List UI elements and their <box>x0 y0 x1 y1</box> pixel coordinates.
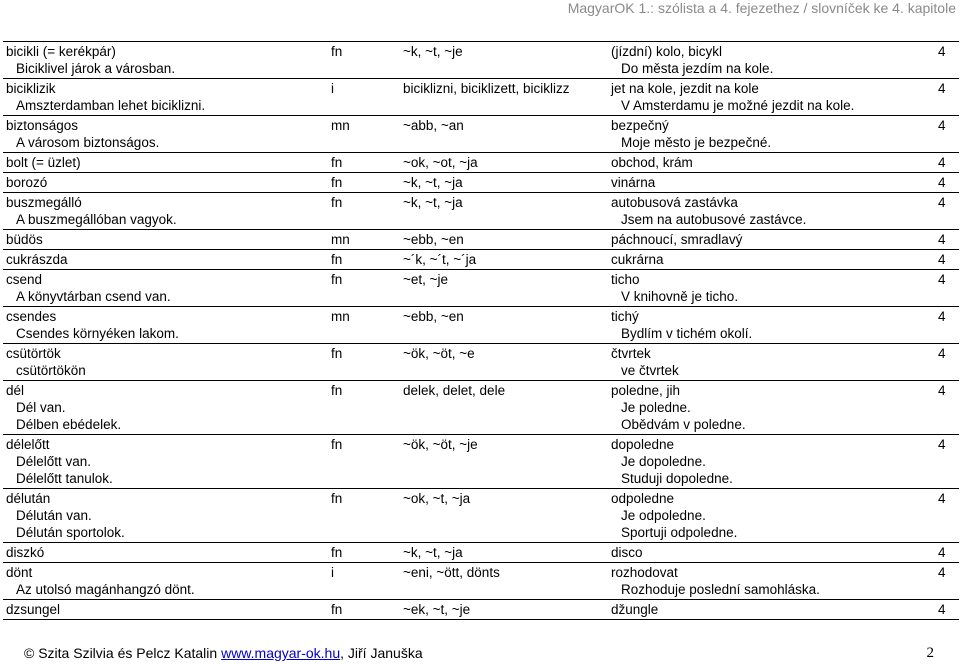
cell-word <box>3 381 328 435</box>
cell-word <box>3 600 328 620</box>
cell-forms: ~ök, ~öt, ~e <box>400 344 608 381</box>
headword: délután <box>6 491 51 506</box>
cell-part-of-speech: fn <box>328 600 400 620</box>
cell-chapter: 4 <box>935 42 959 79</box>
translated-example: Studuji dopoledne. <box>621 471 733 486</box>
cell-forms: ~k, ~t, ~ja <box>400 193 608 230</box>
cell-forms: ~ök, ~öt, ~je <box>400 435 608 489</box>
cell-forms: delek, delet, dele <box>400 381 608 435</box>
headword: csendes <box>6 309 57 324</box>
cell-word <box>3 173 328 193</box>
cell-word <box>3 563 328 600</box>
page-number: 2 <box>926 645 934 661</box>
cell-part-of-speech: fn <box>328 381 400 435</box>
cell-part-of-speech: fn <box>328 344 400 381</box>
translation: čtvrtek <box>611 346 651 361</box>
headword: biciklizik <box>6 81 56 96</box>
example-sentence: csütörtökön <box>16 363 86 378</box>
translated-example: Obědvám v poledne. <box>621 417 746 432</box>
cell-part-of-speech: fn <box>328 435 400 489</box>
footer-coauthor: Jiří Januška <box>347 645 423 661</box>
example-sentence: Csendes környéken lakom. <box>16 326 179 341</box>
translated-example: Je dopoledne. <box>621 454 706 469</box>
table-row <box>3 600 959 620</box>
table-row <box>3 153 959 173</box>
translation: poledne, jih <box>611 383 681 398</box>
cell-forms: ~k, ~t, ~je <box>400 42 608 79</box>
cell-word <box>3 250 328 270</box>
cell-translation <box>608 270 935 307</box>
cell-word <box>3 153 328 173</box>
cell-word <box>3 543 328 563</box>
cell-part-of-speech: i <box>328 79 400 116</box>
cell-translation <box>608 79 935 116</box>
cell-translation <box>608 543 935 563</box>
example-sentence: Amszterdamban lehet biciklizni. <box>16 98 206 113</box>
headword: büdös <box>6 232 43 247</box>
cell-word <box>3 79 328 116</box>
footer-separator: , <box>340 645 345 661</box>
cell-word <box>3 344 328 381</box>
table-row <box>3 563 959 600</box>
headword: dönt <box>6 565 33 580</box>
cell-part-of-speech: fn <box>328 543 400 563</box>
example-sentence: Biciklivel járok a városban. <box>16 61 176 76</box>
translation: disco <box>611 545 643 560</box>
table-row <box>3 230 959 250</box>
cell-translation <box>608 250 935 270</box>
translation: obchod, krám <box>611 155 693 170</box>
cell-translation <box>608 381 935 435</box>
cell-chapter: 4 <box>935 435 959 489</box>
translated-example: V knihovně je ticho. <box>621 289 739 304</box>
table-row <box>3 173 959 193</box>
translation: odpoledne <box>611 491 675 506</box>
translated-example: Jsem na autobusové zastávce. <box>621 212 807 227</box>
translated-example: Je poledne. <box>621 400 691 415</box>
cell-translation <box>608 600 935 620</box>
table-row <box>3 307 959 344</box>
cell-word <box>3 193 328 230</box>
cell-forms: ~et, ~je <box>400 270 608 307</box>
table-row <box>3 489 959 543</box>
cell-forms: ~ok, ~ot, ~ja <box>400 153 608 173</box>
cell-part-of-speech: mn <box>328 116 400 153</box>
headword: délelőtt <box>6 437 50 452</box>
translation: cukrárna <box>611 252 664 267</box>
cell-part-of-speech: mn <box>328 230 400 250</box>
headword: borozó <box>6 175 48 190</box>
cell-forms: ~eni, ~ött, dönts <box>400 563 608 600</box>
footer-authors: Szita Szilvia és Pelcz Katalin <box>38 645 218 661</box>
cell-forms: ~ok, ~t, ~ja <box>400 489 608 543</box>
translated-example: Je odpoledne. <box>621 508 706 523</box>
cell-forms: biciklizni, biciklizett, biciklizz <box>400 79 608 116</box>
cell-word <box>3 435 328 489</box>
cell-chapter: 4 <box>935 270 959 307</box>
table-row <box>3 79 959 116</box>
translation: páchnoucí, smradlavý <box>611 232 743 247</box>
table-row <box>3 250 959 270</box>
cell-part-of-speech: fn <box>328 42 400 79</box>
example-sentence: Az utolsó magánhangzó dönt. <box>16 582 195 597</box>
cell-forms: ~ebb, ~en <box>400 307 608 344</box>
cell-part-of-speech: i <box>328 563 400 600</box>
cell-part-of-speech: fn <box>328 153 400 173</box>
cell-forms: ~ebb, ~en <box>400 230 608 250</box>
cell-word <box>3 42 328 79</box>
cell-translation <box>608 153 935 173</box>
headword: bicikli (= kerékpár) <box>6 44 116 59</box>
cell-translation <box>608 489 935 543</box>
cell-part-of-speech: fn <box>328 193 400 230</box>
translated-example: Do města jezdím na kole. <box>621 61 774 76</box>
translation: jet na kole, jezdit na kole <box>611 81 759 96</box>
cell-forms: ~abb, ~an <box>400 116 608 153</box>
headword: dél <box>6 383 25 398</box>
copyright-icon: © <box>24 645 35 661</box>
cell-forms: ~k, ~t, ~ja <box>400 543 608 563</box>
cell-translation <box>608 230 935 250</box>
translated-example: V Amsterdamu je možné jezdit na kole. <box>621 98 855 113</box>
translation: vinárna <box>611 175 656 190</box>
footer-site-link[interactable]: www.magyar-ok.hu <box>221 645 341 661</box>
cell-chapter: 4 <box>935 381 959 435</box>
table-row <box>3 116 959 153</box>
cell-chapter: 4 <box>935 173 959 193</box>
example-sentence: Délelőtt van. <box>16 454 92 469</box>
translation: (jízdní) kolo, bicykl <box>611 44 723 59</box>
cell-translation <box>608 42 935 79</box>
cell-chapter: 4 <box>935 193 959 230</box>
cell-part-of-speech: mn <box>328 307 400 344</box>
headword: buszmegálló <box>6 195 82 210</box>
cell-chapter: 4 <box>935 250 959 270</box>
translated-example: Rozhoduje poslední samohláska. <box>621 582 820 597</box>
vocabulary-table <box>3 41 959 620</box>
cell-word <box>3 307 328 344</box>
cell-word <box>3 489 328 543</box>
table-row <box>3 193 959 230</box>
cell-word <box>3 270 328 307</box>
cell-translation <box>608 116 935 153</box>
table-row <box>3 543 959 563</box>
translated-example: Moje město je bezpečné. <box>621 135 772 150</box>
translation: rozhodovat <box>611 565 678 580</box>
translation: autobusová zastávka <box>611 195 738 210</box>
cell-translation <box>608 173 935 193</box>
translation: tichý <box>611 309 639 324</box>
table-row <box>3 270 959 307</box>
translation: dopoledne <box>611 437 675 452</box>
cell-chapter: 4 <box>935 79 959 116</box>
cell-part-of-speech: fn <box>328 270 400 307</box>
table-row <box>3 344 959 381</box>
cell-chapter: 4 <box>935 489 959 543</box>
cell-word <box>3 230 328 250</box>
cell-chapter: 4 <box>935 153 959 173</box>
cell-part-of-speech: fn <box>328 489 400 543</box>
cell-translation <box>608 563 935 600</box>
headword: diszkó <box>6 545 45 560</box>
example-sentence: A könyvtárban csend van. <box>16 289 171 304</box>
translated-example: ve čtvrtek <box>621 363 679 378</box>
cell-translation <box>608 307 935 344</box>
cell-translation <box>608 344 935 381</box>
cell-translation <box>608 435 935 489</box>
example-sentence: Délelőtt tanulok. <box>16 471 113 486</box>
example-sentence: Dél van. <box>16 400 66 415</box>
headword: dzsungel <box>6 602 61 617</box>
table-row <box>3 435 959 489</box>
headword: bolt (= üzlet) <box>6 155 81 170</box>
cell-chapter: 4 <box>935 344 959 381</box>
cell-chapter: 4 <box>935 563 959 600</box>
translation: džungle <box>611 602 659 617</box>
translated-example: Bydlím v tichém okolí. <box>621 326 753 341</box>
headword: csend <box>6 272 43 287</box>
cell-part-of-speech: fn <box>328 250 400 270</box>
example-sentence: Délután sportolok. <box>16 525 125 540</box>
cell-word <box>3 116 328 153</box>
example-sentence: Délben ebédelek. <box>16 417 122 432</box>
headword: biztonságos <box>6 118 79 133</box>
cell-forms: ~k, ~t, ~ja <box>400 173 608 193</box>
headword: cukrászda <box>6 252 68 267</box>
page-header-title: MagyarOK 1.: szólista a 4. fejezethez / slovníček ke 4. kapitole <box>567 0 956 16</box>
table-row <box>3 42 959 79</box>
translation: ticho <box>611 272 640 287</box>
vocabulary-table-body <box>3 42 959 620</box>
example-sentence: A városom biztonságos. <box>16 135 160 150</box>
example-sentence: Délután van. <box>16 508 92 523</box>
cell-chapter: 4 <box>935 116 959 153</box>
cell-forms: ~ek, ~t, ~je <box>400 600 608 620</box>
table-row <box>3 381 959 435</box>
cell-chapter: 4 <box>935 600 959 620</box>
cell-chapter: 4 <box>935 543 959 563</box>
headword: csütörtök <box>6 346 61 361</box>
cell-forms: ~´k, ~´t, ~´ja <box>400 250 608 270</box>
cell-chapter: 4 <box>935 230 959 250</box>
translated-example: Sportuji odpoledne. <box>621 525 738 540</box>
page-footer <box>24 645 934 661</box>
example-sentence: A buszmegállóban vagyok. <box>16 212 177 227</box>
translation: bezpečný <box>611 118 669 133</box>
cell-chapter: 4 <box>935 307 959 344</box>
cell-translation <box>608 193 935 230</box>
cell-part-of-speech: fn <box>328 173 400 193</box>
